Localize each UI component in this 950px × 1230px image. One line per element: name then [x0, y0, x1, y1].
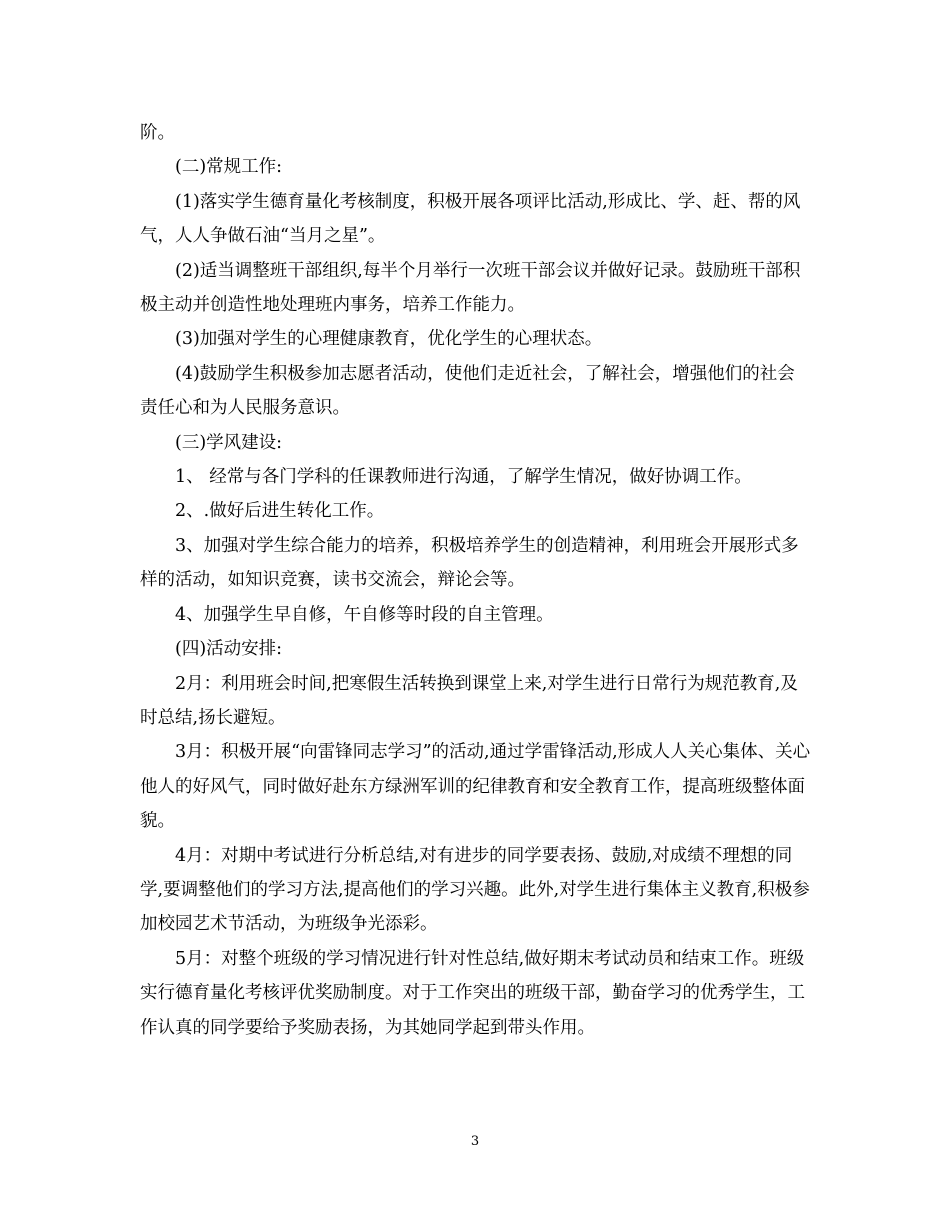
body-text [140, 116, 812, 1045]
paragraph-february: 2月：利用班会时间,把寒假生活转换到课堂上来,对学生进行日常行为规范教育,及时总结,扬长避短。 [140, 673, 798, 728]
paragraph-march: 3月：积极开展“向雷锋同志学习”的活动,通过学雷锋活动,形成人人关心集体、关心他人的好风气，同时做好赴东方绿洲军训的纪律教育和安全教育工作，提高班级整体面貌。 [140, 742, 811, 832]
paragraph-continuation: 阶。 [140, 123, 175, 143]
paragraph-study-2: 2、.做好后进生转化工作。 [175, 501, 385, 522]
paragraph-item-4: (4)鼓励学生积极参加志愿者活动，使他们走近社会，了解社会，增强他们的社会责任心和为人民服务意识。 [140, 363, 795, 419]
page-number: 3 [470, 1134, 480, 1149]
section-heading-study-style: (三)学风建设: [175, 432, 283, 453]
paragraph-item-2: (2)适当调整班干部组织,每半个月举行一次班干部会议并做好记录。鼓励班干部积极主动并创造性地处理班内事务，培养工作能力。 [140, 260, 801, 316]
section-heading-activities: (四)活动安排: [175, 639, 283, 660]
section-heading-routine-work: (二)常规工作: [175, 157, 283, 178]
paragraph-study-3: 3、加强对学生综合能力的培养，积极培养学生的创造精神，利用班会开展形式多样的活动，如知识竞赛，读书交流会，辩论会等。 [140, 535, 799, 591]
paragraph-april: 4月：对期中考试进行分析总结,对有进步的同学要表扬、鼓励,对成绩不理想的同学,要调整他们的学习方法,提高他们的学习兴趣。此外,对学生进行集体主义教育,积极参加校园艺术节活动，为班级争光添彩。 [140, 845, 810, 935]
paragraph-may: 5月：对整个班级的学习情况进行针对性总结,做好期末考试动员和结束工作。班级实行德育量化考核评优奖励制度。对于工作突出的班级干部，勤奋学习的优秀学生，工作认真的同学要给予奖励表扬，为其她同学起到带头作用。 [140, 948, 805, 1038]
paragraph-study-1: 1、 经常与各门学科的任课教师进行沟通，了解学生情况，做好协调工作。 [175, 467, 752, 488]
paragraph-study-4: 4、加强学生早自修，午自修等时段的自主管理。 [175, 604, 554, 625]
paragraph-item-3: (3)加强对学生的心理健康教育，优化学生的心理状态。 [175, 329, 603, 350]
paragraph-item-1: (1)落实学生德育量化考核制度，积极开展各项评比活动,形成比、学、赶、帮的风气，人人争做石油“当月之星”。 [140, 191, 801, 247]
